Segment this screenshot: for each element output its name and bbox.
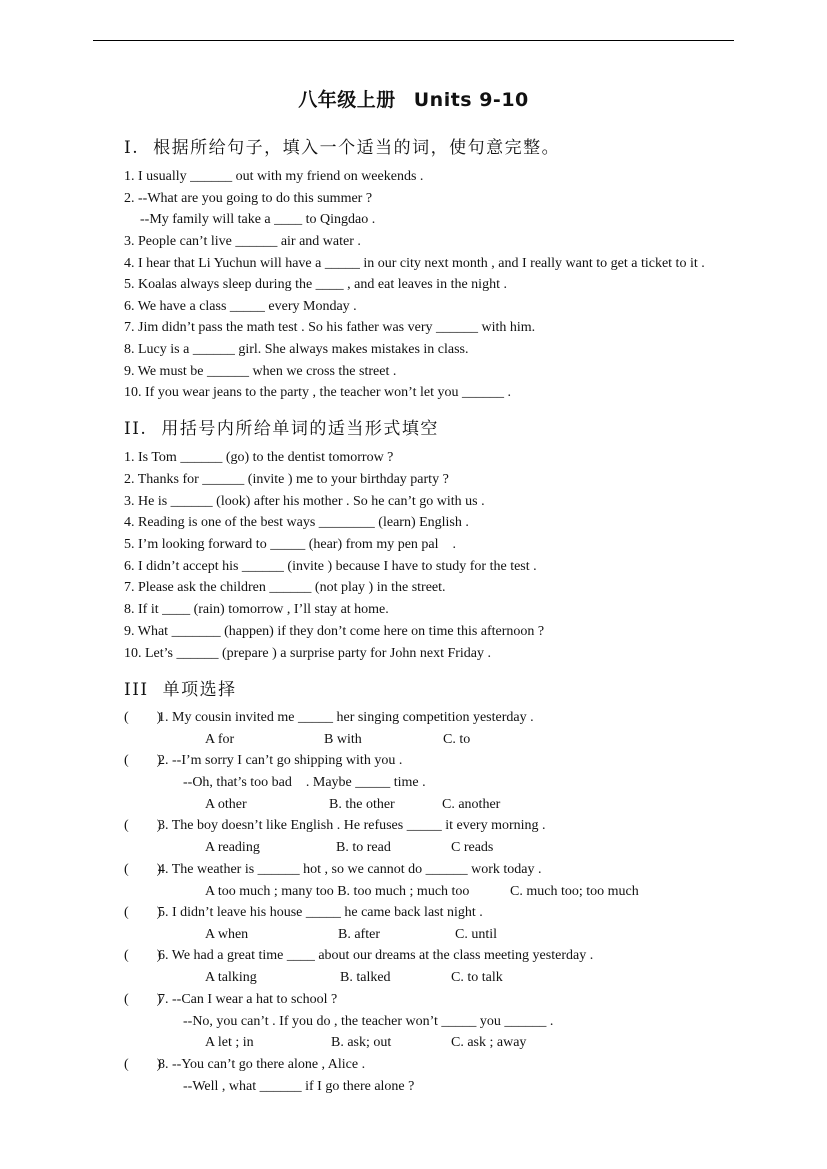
s1-question-4: 4. I hear that Li Yuchun will have a _____ in our city next month , and I really want to get a ticket to it . (124, 256, 705, 271)
title-units: Units 9-10 (413, 89, 529, 111)
mc-1-option-b: B with (324, 732, 362, 747)
s1-question-8: 8. Lucy is a ______ girl. She always makes mistakes in class. (124, 342, 469, 357)
mc-7-reply: --No, you can’t . If you do , the teacher won’t _____ you ______ . (183, 1014, 554, 1029)
answer-blank[interactable]: ( ) (124, 710, 162, 725)
mc-1-option-c: C. to (443, 732, 471, 747)
answer-blank[interactable]: ( ) (124, 862, 162, 877)
s1-question-2-answer: --My family will take a ____ to Qingdao . (140, 212, 376, 227)
s1-question-7: 7. Jim didn’t pass the math test . So his father was very ______ with him. (124, 320, 536, 335)
s2-question-6: 6. I didn’t accept his ______ (invite ) because I have to study for the test . (124, 559, 537, 574)
mc-question-2 (124, 753, 402, 769)
mc-question-3 (124, 818, 546, 834)
s1-question-1: 1. I usually ______ out with my friend on weekends . (124, 169, 424, 184)
mc-2-option-b: B. the other (329, 797, 395, 812)
mc-question-text: 8. --You can’t go there alone , Alice . (158, 1057, 366, 1072)
mc-4-options-a-b: A too much ; many too B. too much ; much too (205, 884, 470, 899)
mc-7-option-c: C. ask ; away (451, 1035, 527, 1050)
header-rule (93, 40, 734, 41)
mc-question-5 (124, 905, 483, 921)
section-1-heading (124, 133, 560, 158)
s1-question-10: 10. If you wear jeans to the party , the teacher won’t let you ______ . (124, 385, 511, 400)
mc-5-option-b: B. after (338, 927, 380, 942)
mc-2-reply: --Oh, that’s too bad . Maybe _____ time . (183, 775, 426, 790)
mc-question-7 (124, 992, 337, 1008)
mc-2-option-a: A other (205, 797, 247, 812)
answer-blank[interactable]: ( ) (124, 948, 162, 963)
s2-question-7: 7. Please ask the children ______ (not play ) in the street. (124, 580, 446, 595)
s2-question-4: 4. Reading is one of the best ways ________ (learn) English . (124, 515, 469, 530)
mc-1-option-a: A for (205, 732, 235, 747)
s2-question-3: 3. He is ______ (look) after his mother . So he can’t go with us . (124, 494, 485, 509)
section-2-number: II. (124, 419, 148, 439)
page-title (0, 85, 827, 112)
mc-4-option-c: C. much too; too much (510, 884, 639, 899)
section-2-title: 用括号内所给单词的适当形式填空 (161, 419, 439, 439)
section-1-title: 根据所给句子，填入一个适当的词，使句意完整。 (153, 138, 561, 158)
s2-question-1: 1. Is Tom ______ (go) to the dentist tomorrow ? (124, 450, 394, 465)
mc-question-text: 2. --I’m sorry I can’t go shipping with you . (158, 753, 403, 768)
mc-2-option-c: C. another (442, 797, 501, 812)
answer-blank[interactable]: ( ) (124, 753, 162, 768)
s1-question-6: 6. We have a class _____ every Monday . (124, 299, 357, 314)
mc-8-reply: --Well , what ______ if I go there alone ? (183, 1079, 415, 1094)
title-grade: 八年级上册 (298, 89, 396, 111)
answer-blank[interactable]: ( ) (124, 992, 162, 1007)
mc-question-6 (124, 948, 593, 964)
s2-question-8: 8. If it ____ (rain) tomorrow , I’ll stay at home. (124, 602, 389, 617)
mc-6-option-b: B. talked (340, 970, 391, 985)
s2-question-2: 2. Thanks for ______ (invite ) me to your birthday party ? (124, 472, 449, 487)
s2-question-9: 9. What _______ (happen) if they don’t come here on time this afternoon ? (124, 624, 545, 639)
section-3-number: III (124, 680, 149, 700)
s1-question-5: 5. Koalas always sleep during the ____ , and eat leaves in the night . (124, 277, 507, 292)
mc-question-text: 4. The weather is ______ hot , so we cannot do ______ work today . (158, 862, 542, 877)
answer-blank[interactable]: ( ) (124, 818, 162, 833)
mc-question-1 (124, 710, 534, 726)
mc-question-text: 1. My cousin invited me _____ her singing competition yesterday . (158, 710, 534, 725)
section-3-title: 单项选择 (162, 680, 237, 700)
section-3-heading (124, 675, 237, 700)
section-2-heading (124, 414, 439, 439)
mc-7-option-b: B. ask; out (331, 1035, 392, 1050)
mc-question-8 (124, 1057, 365, 1073)
mc-question-text: 3. The boy doesn’t like English . He refuses _____ it every morning . (158, 818, 546, 833)
s1-question-2: 2. --What are you going to do this summer ? (124, 191, 373, 206)
mc-5-option-a: A when (205, 927, 249, 942)
mc-3-option-c: C reads (451, 840, 494, 855)
mc-7-option-a: A let ; in (205, 1035, 254, 1050)
answer-blank[interactable]: ( ) (124, 1057, 162, 1072)
mc-6-option-c: C. to talk (451, 970, 503, 985)
mc-question-4 (124, 862, 542, 878)
section-1-number: I. (124, 138, 140, 158)
s2-question-10: 10. Let’s ______ (prepare ) a surprise party for John next Friday . (124, 646, 492, 661)
s1-question-3: 3. People can’t live ______ air and water . (124, 234, 361, 249)
mc-3-option-b: B. to read (336, 840, 391, 855)
mc-5-option-c: C. until (455, 927, 498, 942)
mc-3-option-a: A reading (205, 840, 260, 855)
answer-blank[interactable]: ( ) (124, 905, 162, 920)
mc-6-option-a: A talking (205, 970, 257, 985)
s1-question-9: 9. We must be ______ when we cross the street . (124, 364, 397, 379)
mc-question-text: 7. --Can I wear a hat to school ? (158, 992, 338, 1007)
s2-question-5: 5. I’m looking forward to _____ (hear) from my pen pal . (124, 537, 457, 552)
mc-question-text: 5. I didn’t leave his house _____ he came back last night . (158, 905, 483, 920)
mc-question-text: 6. We had a great time ____ about our dreams at the class meeting yesterday . (158, 948, 594, 963)
